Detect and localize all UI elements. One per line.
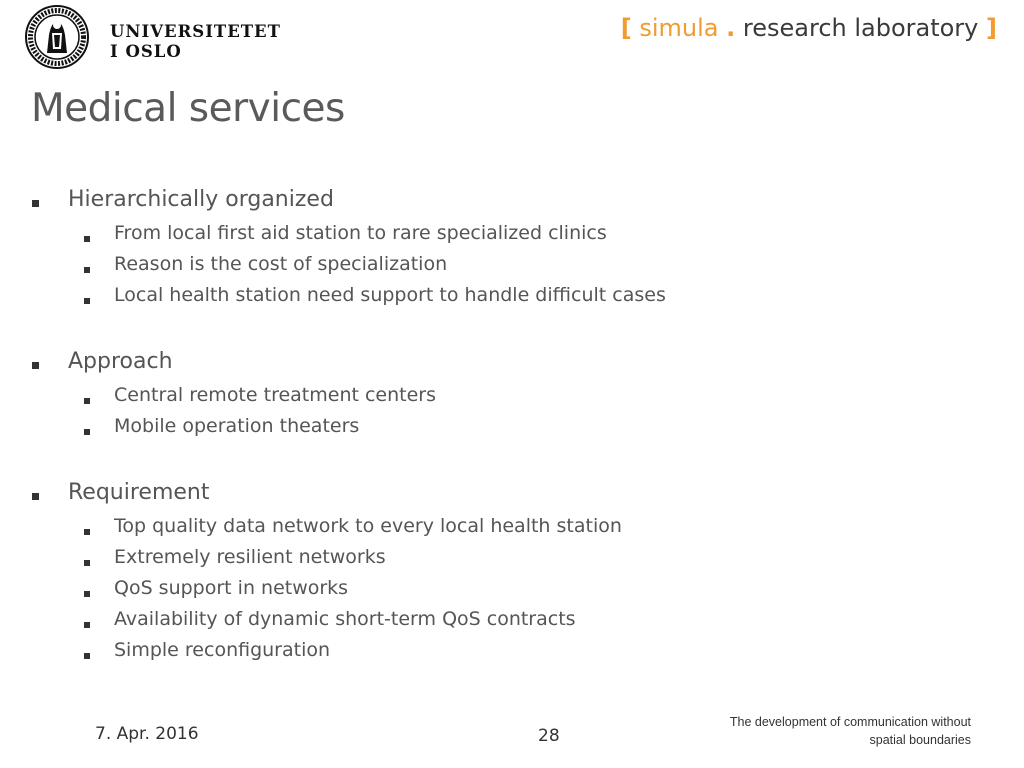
simula-logo: [621, 14, 997, 42]
list-item: QoS support in networks: [114, 577, 349, 599]
bullet-square-icon: [32, 200, 39, 207]
list-item: Local health station need support to handle difficult cases: [114, 284, 666, 306]
list-item: From local first aid station to rare specialized clinics: [114, 222, 607, 244]
list-item: Simple reconfiguration: [114, 639, 331, 661]
sub-bullet-square-icon: [84, 298, 90, 304]
simula-bracket-close: ]: [986, 14, 997, 42]
list-item: Top quality data network to every local health station: [114, 515, 622, 537]
university-name-line2: I OSLO: [110, 42, 182, 61]
section-heading: Approach: [68, 349, 173, 374]
list-item: Availability of dynamic short-term QoS contracts: [114, 608, 576, 630]
sub-bullet-square-icon: [84, 236, 90, 242]
list-item: Mobile operation theaters: [114, 415, 360, 437]
simula-dot: .: [726, 14, 736, 42]
footer-caption-line2: spatial boundaries: [869, 733, 971, 747]
bullet-square-icon: [32, 493, 39, 500]
list-item: Extremely resilient networks: [114, 546, 386, 568]
sub-bullet-square-icon: [84, 653, 90, 659]
university-seal-logo: [25, 5, 89, 69]
list-item: Reason is the cost of specialization: [114, 253, 448, 275]
section-heading: Requirement: [68, 480, 210, 505]
slide-title: Medical services: [31, 86, 345, 131]
sub-bullet-square-icon: [84, 560, 90, 566]
footer-caption: [651, 713, 971, 749]
university-name-line1: UNIVERSITETET: [110, 22, 281, 41]
simula-bracket-open: [: [620, 14, 632, 42]
list-item: Central remote treatment centers: [114, 384, 436, 406]
sub-bullet-square-icon: [84, 591, 90, 597]
sub-bullet-square-icon: [84, 429, 90, 435]
university-name: [110, 22, 281, 62]
footer-caption-line1: The development of communication without: [729, 715, 971, 729]
bullet-square-icon: [32, 362, 39, 369]
sub-bullet-square-icon: [84, 529, 90, 535]
sub-bullet-square-icon: [84, 398, 90, 404]
simula-name: simula: [639, 14, 719, 42]
sub-bullet-square-icon: [84, 267, 90, 273]
sub-bullet-square-icon: [84, 622, 90, 628]
section-heading: Hierarchically organized: [68, 187, 334, 212]
page-number: 28: [538, 726, 560, 746]
footer-date: 7. Apr. 2016: [95, 724, 199, 744]
simula-research-laboratory: research laboratory: [742, 14, 979, 42]
